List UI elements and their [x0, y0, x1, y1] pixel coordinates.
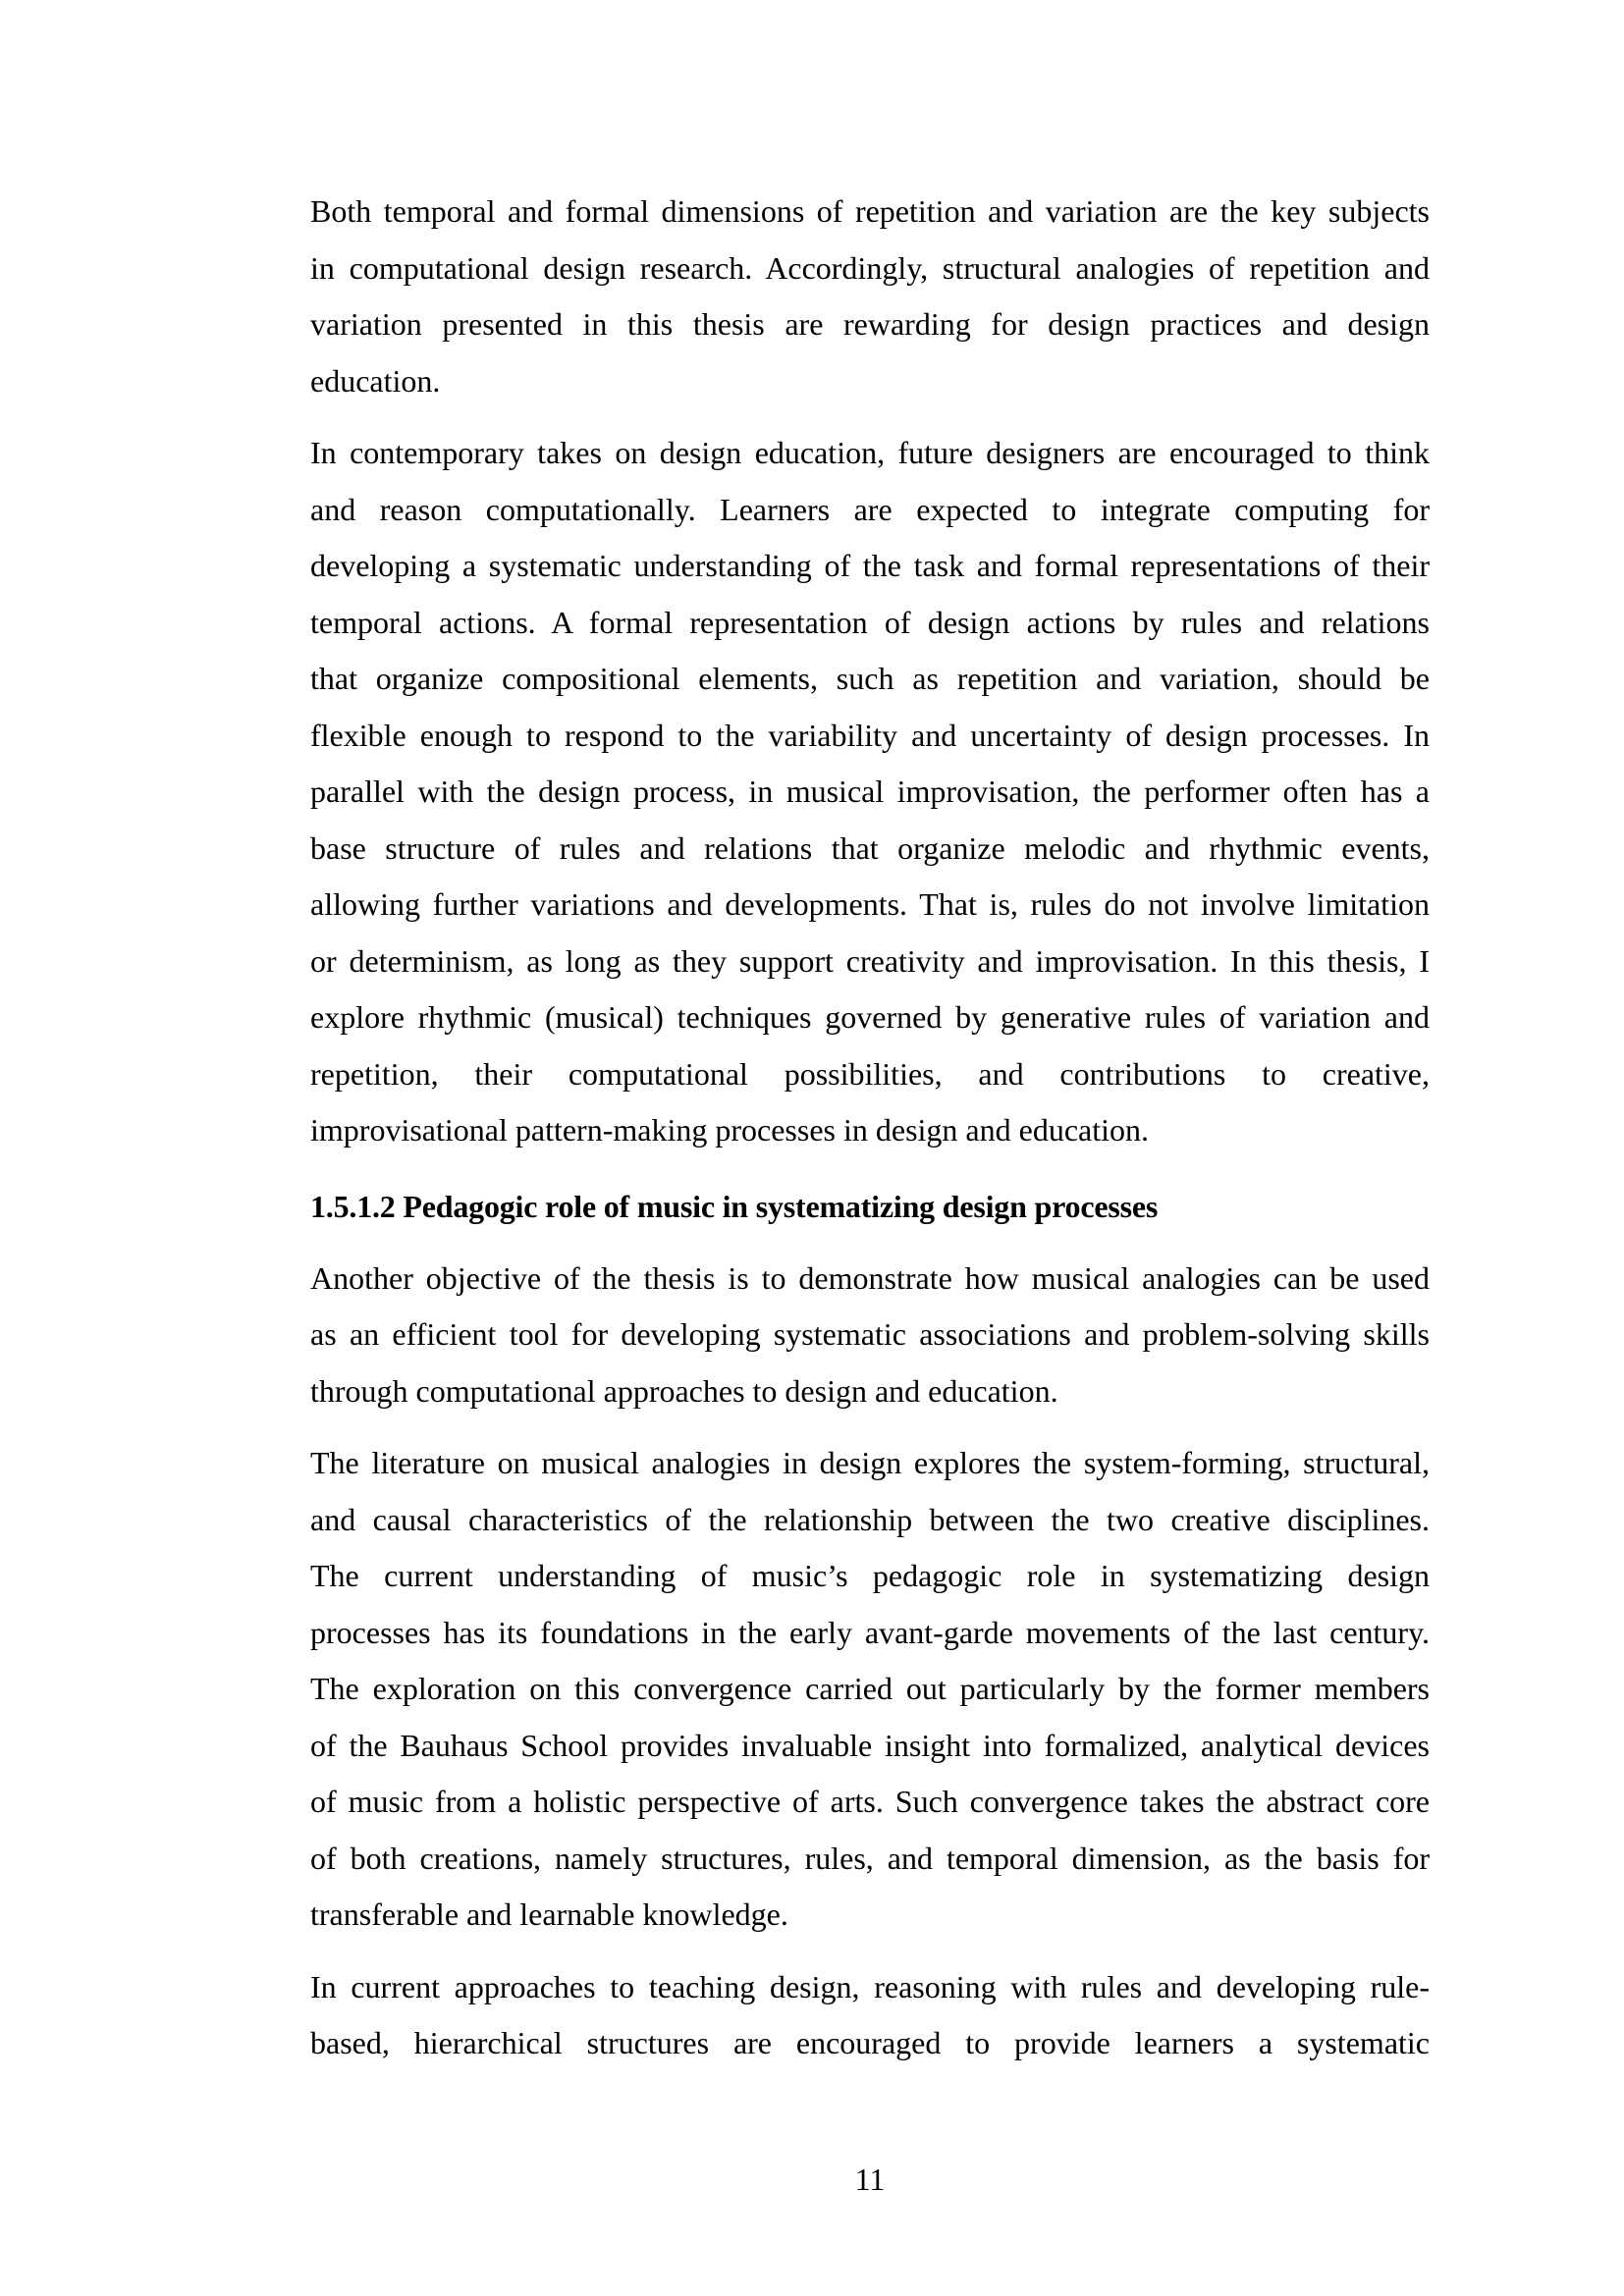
text-line: repetition, their computational possibilities, and contributions to creative, [310, 1055, 1430, 1092]
text-line: explore rhythmic (musical) techniques governed by generative rules of variation and [310, 999, 1430, 1035]
text-line: The literature on musical analogies in design explores the system-forming, structural, [310, 1445, 1430, 1480]
text-line: In current approaches to teaching design, reasoning with rules and developing rule- [310, 1968, 1430, 2004]
text-line: The exploration on this convergence carried out particularly by the former members [310, 1671, 1430, 1706]
text-line: allowing further variations and developments. That is, rules do not involve limitation [310, 886, 1430, 922]
paragraph-3 [310, 1251, 1430, 1420]
text-line: Another objective of the thesis is to demonstrate how musical analogies can be used [310, 1259, 1430, 1296]
text-line: through computational approaches to design and education. [310, 1372, 1058, 1409]
text-line: The current understanding of music’s pedagogic role in systematizing design [310, 1558, 1430, 1593]
text-line: education. [310, 362, 441, 399]
text-line: that organize compositional elements, such as repetition and variation, should be [310, 661, 1430, 696]
text-line: and causal characteristics of the relationship between the two creative disciplines. [310, 1501, 1430, 1537]
text-line: base structure of rules and relations that organize melodic and rhythmic events, [310, 829, 1430, 866]
text-line: processes has its foundations in the early avant-garde movements of the last century. [310, 1614, 1430, 1650]
text-line: as an efficient tool for developing systematic associations and problem-solving skills [310, 1316, 1430, 1352]
text-line: parallel with the design process, in musical improvisation, the performer often has a [310, 774, 1430, 809]
page-number: 11 [854, 2162, 886, 2197]
text-line: transferable and learnable knowledge. [310, 1896, 788, 1932]
paragraph-2 [310, 425, 1430, 1159]
text-line: of both creations, namely structures, rules, and temporal dimension, as the basis for [310, 1840, 1430, 1876]
text-line: and reason computationally. Learners are expected to integrate computing for [310, 491, 1430, 527]
text-line: of music from a holistic perspective of arts. Such convergence takes the abstract core [310, 1784, 1430, 1819]
text-line: developing a systematic understanding of the task and formal representations of their [310, 548, 1430, 583]
paragraph-4 [310, 1435, 1430, 1944]
paragraph-1 [310, 184, 1430, 409]
text-line: of the Bauhaus School provides invaluable insight into formalized, analytical devices [310, 1727, 1430, 1763]
text-line: variation presented in this thesis are rewarding for design practices and design [310, 306, 1430, 342]
text-line: Both temporal and formal dimensions of repetition and variation are the key subjects [310, 193, 1430, 229]
text-line: in computational design research. Accordingly, structural analogies of repetition and [310, 249, 1430, 286]
text-line: based, hierarchical structures are encouraged to provide learners a systematic [310, 2025, 1430, 2060]
text-line: In contemporary takes on design education, future designers are encouraged to think [310, 435, 1430, 470]
text-line: or determinism, as long as they support creativity and improvisation. In this thesis, I [310, 942, 1430, 979]
text-line: improvisational pattern-making processes in design and education. [310, 1112, 1149, 1148]
text-line: temporal actions. A formal representation of design actions by rules and relations [310, 604, 1430, 640]
paragraph-5 [310, 1959, 1430, 2072]
text-line: flexible enough to respond to the variability and uncertainty of design processes. In [310, 717, 1430, 753]
section-heading: 1.5.1.2 Pedagogic role of music in systematizing design processes [310, 1188, 1159, 1224]
body-text [310, 184, 1430, 2088]
